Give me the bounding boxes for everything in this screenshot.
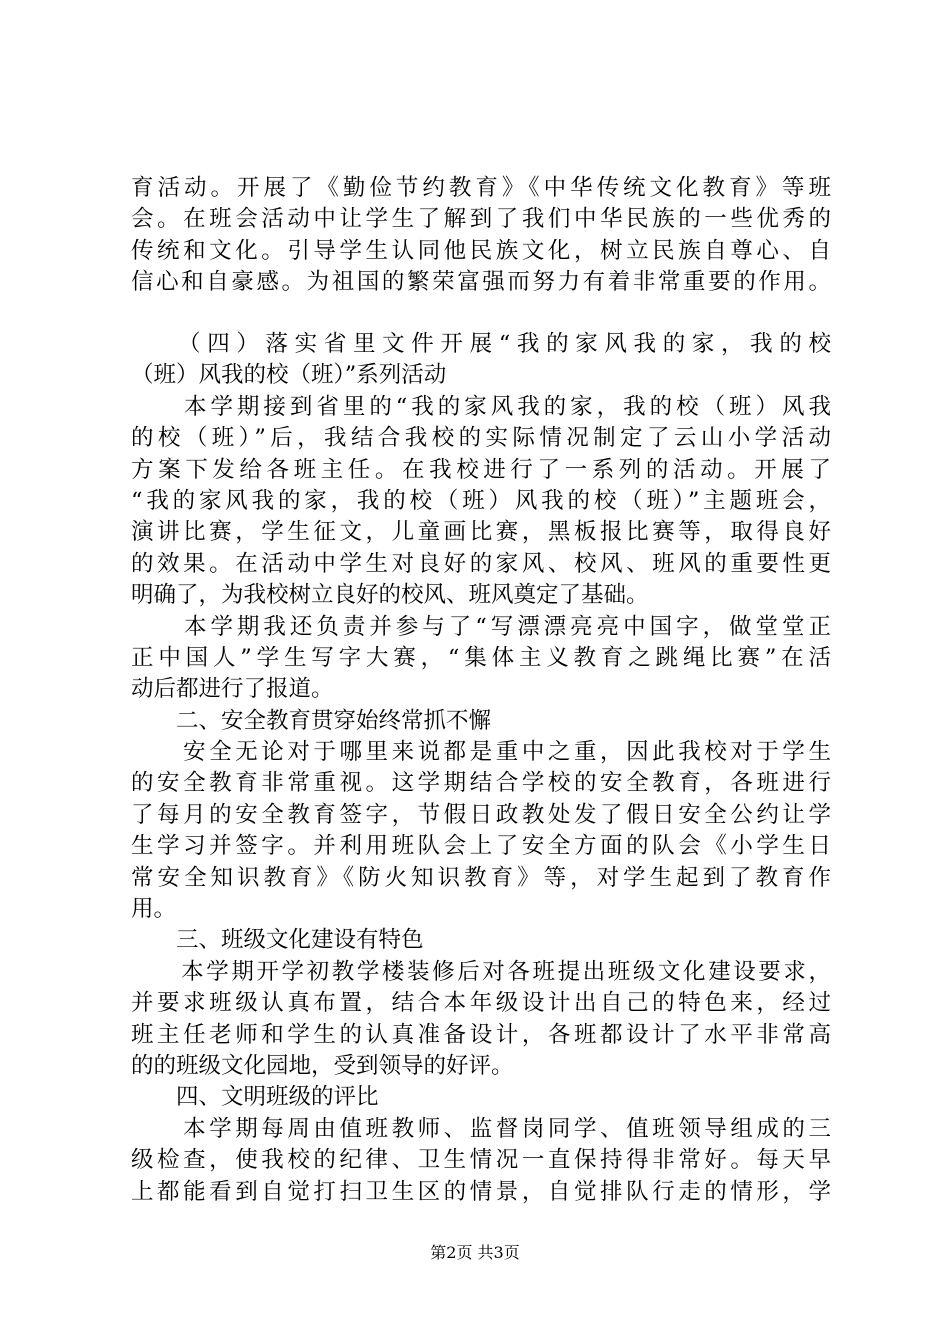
- text-line: 信心和自豪感。为祖国的繁荣富强而努力有着非常重要的作用。: [131, 269, 831, 296]
- text-line: 班主任老师和学生的认真准备设计，各班都设计了水平非常高: [131, 1021, 831, 1048]
- text-line: 的校（班）”后，我结合我校的实际情况制定了云山小学活动: [131, 425, 831, 452]
- text-line: 本学期接到省里的“我的家风我的家，我的校（班）风我: [131, 393, 831, 420]
- text-line: 生学习并签字。并利用班队会上了安全方面的队会《小学生日: [131, 833, 831, 860]
- text-line: 用。: [131, 896, 177, 923]
- text-line: 本学期我还负责并参与了“写漂漂亮亮中国字，做堂堂正: [131, 613, 831, 640]
- text-line: 了每月的安全教育签字，节假日政教处发了假日安全公约让学: [131, 801, 831, 828]
- text-line: 安全无论对于哪里来说都是重中之重，因此我校对于学生: [131, 739, 831, 766]
- text-line: 正中国人”学生写字大赛，“集体主义教育之跳绳比赛”在活: [131, 644, 831, 671]
- text-line: 并要求班级认真布置，结合本年级设计出自己的特色来，经过: [131, 990, 831, 1017]
- text-line: 本学期每周由值班教师、监督岗同学、值班领导组成的三: [131, 1115, 831, 1142]
- text-line: 二、安全教育贯穿始终常抓不懈: [131, 707, 492, 734]
- text-line: 会。在班会活动中让学生了解到了我们中华民族的一些优秀的: [131, 206, 831, 233]
- text-line: 的的班级文化园地，受到领导的好评。: [131, 1052, 514, 1079]
- body-text-section-2: [131, 329, 831, 1208]
- page-footer: 第2页 共3页: [430, 1243, 520, 1262]
- text-line: 传统和文化。引导学生认同他民族文化，树立民族自尊心、自: [131, 237, 831, 264]
- text-line: 的安全教育非常重视。这学期结合学校的安全教育，各班进行: [131, 770, 831, 797]
- text-line: 级检查，使我校的纪律、卫生情况一直保持得非常好。每天早: [131, 1147, 831, 1174]
- text-line: 四、文明班级的评比: [131, 1084, 379, 1111]
- text-line: 的效果。在活动中学生对良好的家风、校风、班风的重要性更: [131, 550, 831, 577]
- text-line: 上都能看到自觉打扫卫生区的情景，自觉排队行走的情形，学: [131, 1178, 831, 1205]
- text-line: 方案下发给各班主任。在我校进行了一系列的活动。开展了: [131, 456, 831, 483]
- text-line: “我的家风我的家，我的校（班）风我的校（班）”主题班会，: [131, 487, 831, 514]
- text-line: （班）风我的校（班）”系列活动: [131, 362, 447, 389]
- body-text-section-1: [131, 173, 831, 299]
- text-line: 动后都进行了报道。: [131, 676, 334, 703]
- text-line: 本学期开学初教学楼装修后对各班提出班级文化建设要求，: [131, 958, 831, 985]
- text-line: 育活动。开展了《勤俭节约教育》《中华传统文化教育》等班: [131, 175, 831, 201]
- text-line: 演讲比赛，学生征文，儿童画比赛，黑板报比赛等，取得良好: [131, 519, 831, 546]
- text-line: 常安全知识教育》《防火知识教育》等，对学生起到了教育作: [131, 864, 831, 891]
- text-line: 三、班级文化建设有特色: [131, 927, 424, 954]
- text-line: 明确了，为我校树立良好的校风、班风奠定了基础。: [131, 582, 649, 609]
- text-line: （四）落实省里文件开展“我的家风我的家，我的校: [131, 331, 831, 357]
